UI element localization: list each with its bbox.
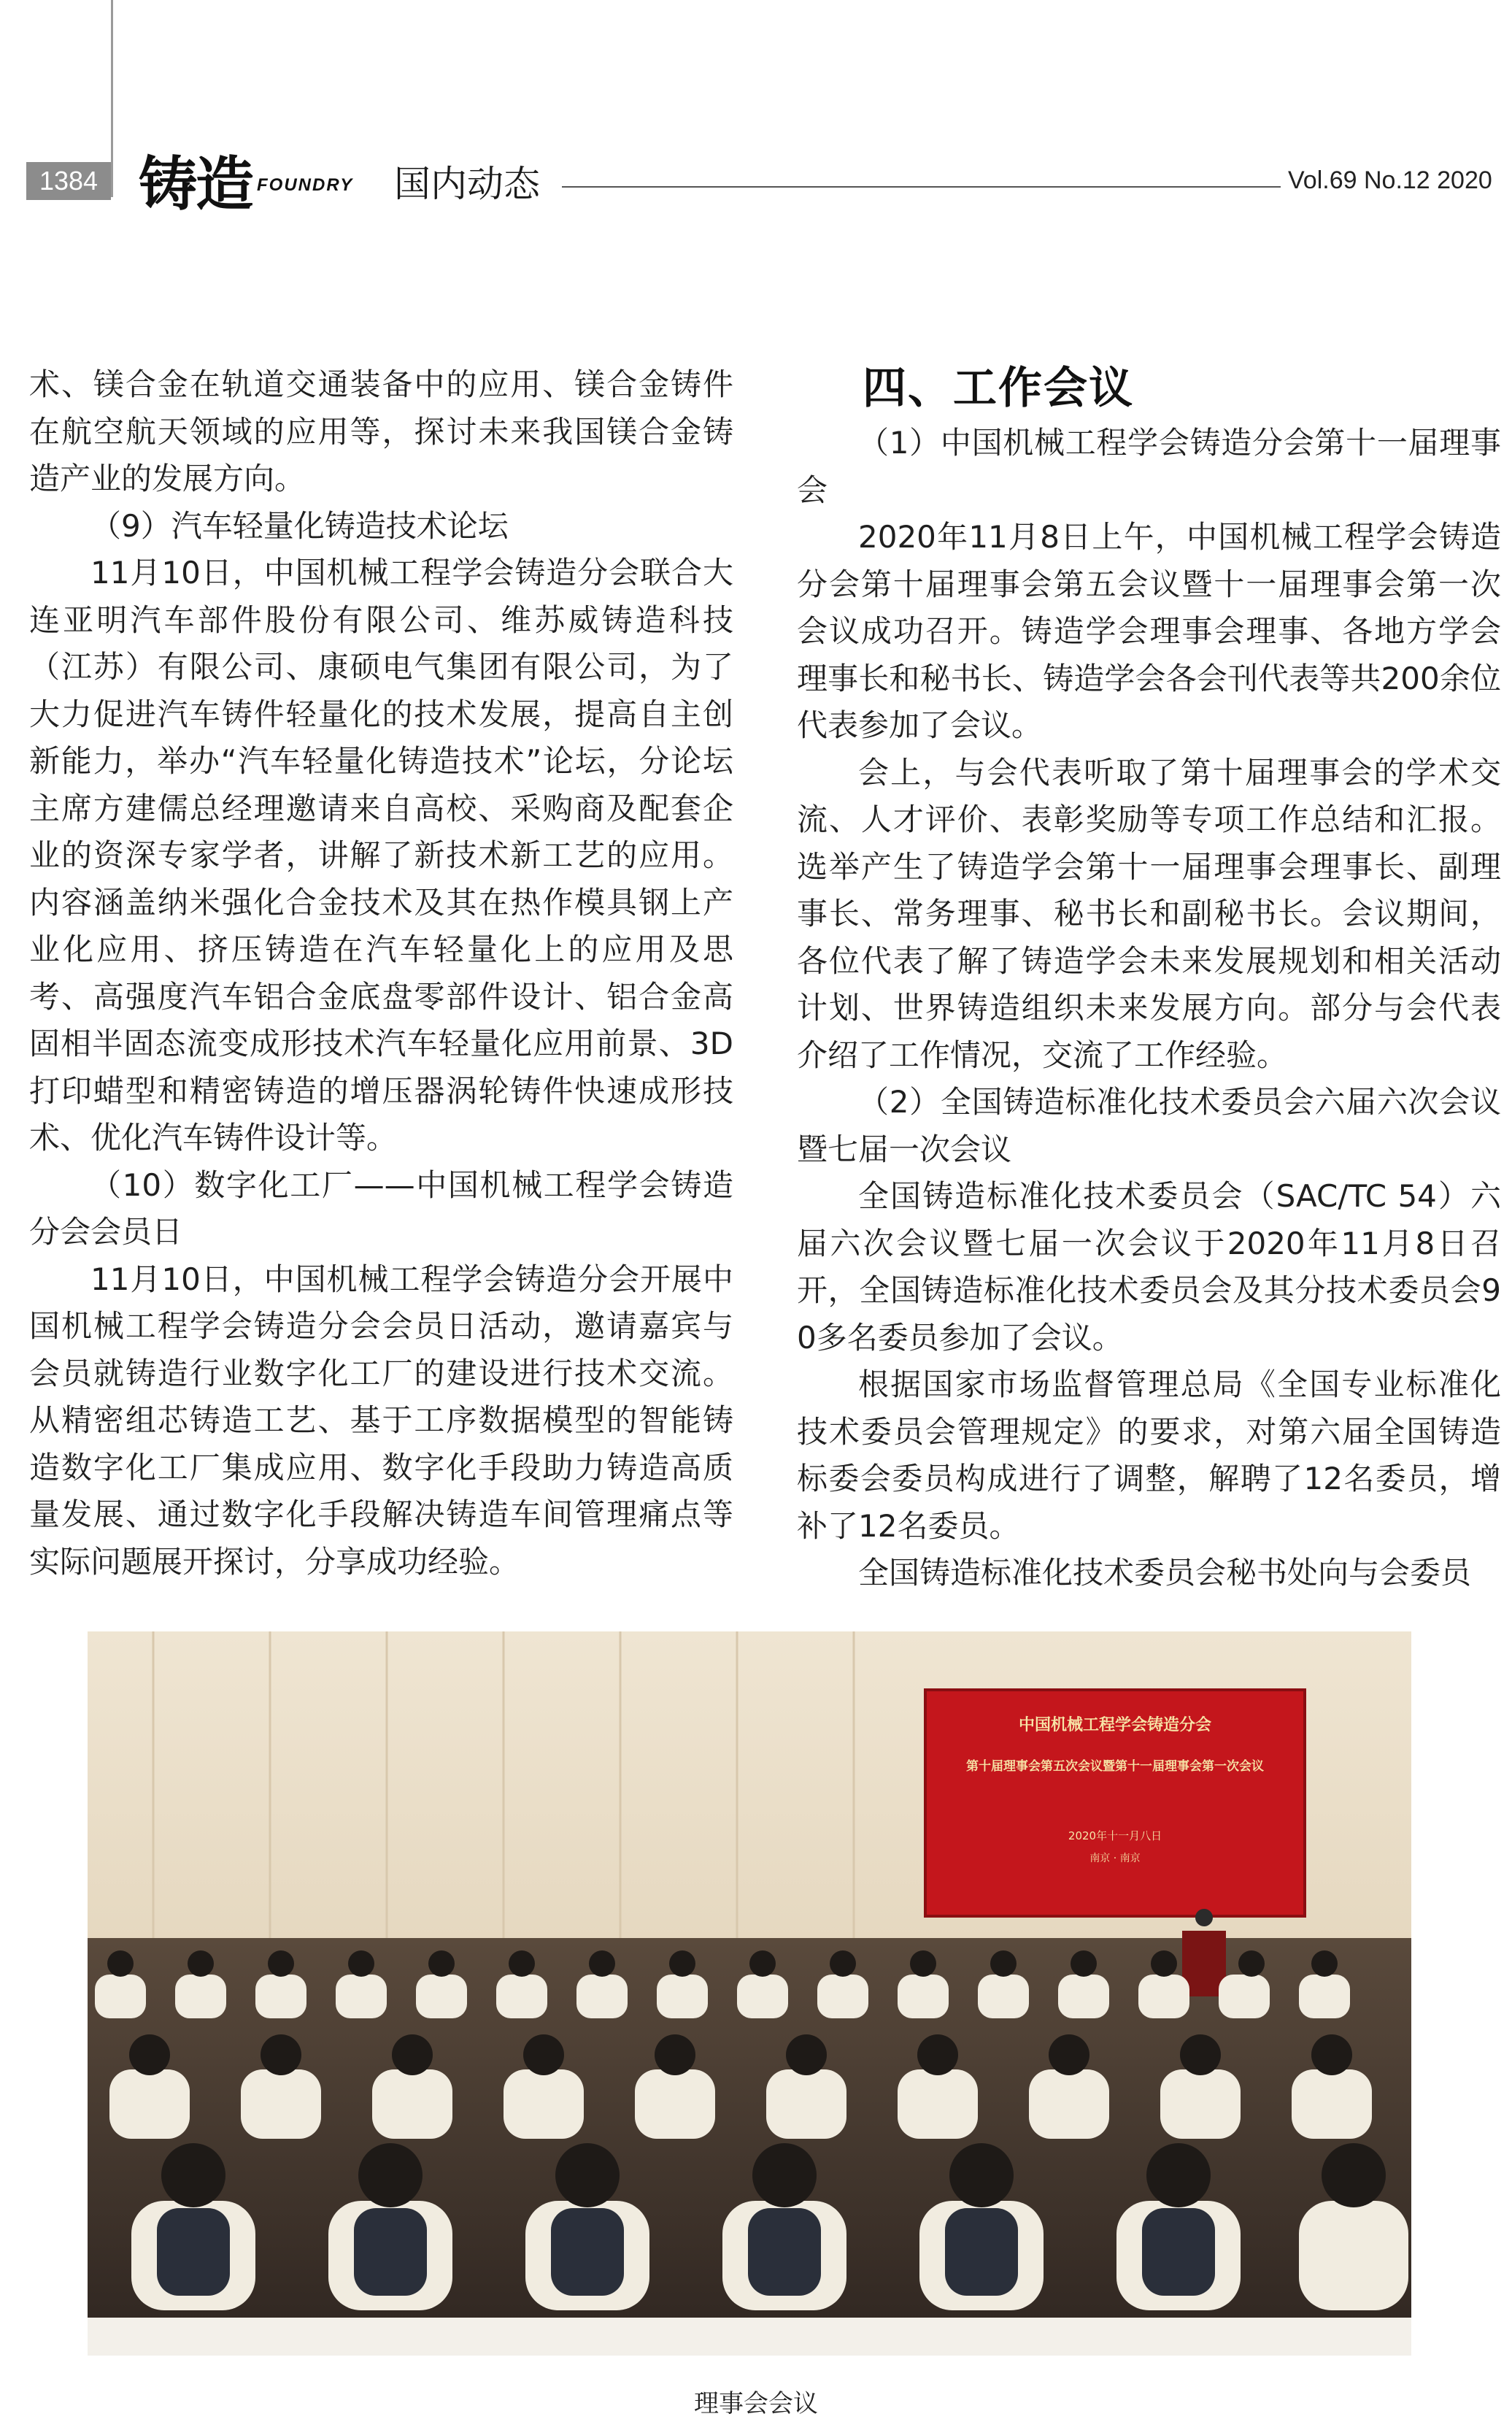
- screen-line-4: 南京 · 南京: [1089, 1853, 1141, 1864]
- paragraph: 会上，与会代表听取了第十届理事会的学术交流、人才评价、表彰奖励等专项工作总结和汇报。选举产生了铸造学会第十一届理事会理事长、副理事长、常务理事、秘书长和副秘书长。会议期间，各位代表了解了铸造学会未来发展规划和相关活动计划、世界铸造组织未来发展方向。部分与会代表介绍了工作情况，交流了工作经验。: [797, 754, 1501, 1073]
- right-column: [797, 361, 1501, 1597]
- header-rule: [562, 186, 1281, 188]
- section-heading: 四、工作会议: [863, 363, 1134, 414]
- paragraph: 2020年11月8日上午，中国机械工程学会铸造分会第十届理事会第五会议暨十一届理事会第一次会议成功召开。铸造学会理事会理事、各地方学会理事长和秘书长、铸造学会各会刊代表等共200余位代表参加了会议。: [797, 519, 1501, 743]
- screen-line-2: 第十届理事会第五次会议暨第十一届理事会第一次会议: [966, 1759, 1264, 1774]
- section-label: 国内动态: [394, 163, 540, 205]
- meeting-photo-illustration: [88, 1631, 1411, 2356]
- subsection-title: （1）中国机械工程学会铸造分会第十一届理事会: [797, 425, 1501, 508]
- journal-logo-english: FOUNDRY: [257, 175, 354, 195]
- subsection-title: （10）数字化工厂——中国机械工程学会铸造分会会员日: [29, 1166, 733, 1250]
- paragraph: 11月10日，中国机械工程学会铸造分会联合大连亚明汽车部件股份有限公司、维苏威铸造科技（江苏）有限公司、康硕电气集团有限公司，为了大力促进汽车铸件轻量化的技术发展，提高自主创新能力，举办“汽车轻量化铸造技术”论坛，分论坛主席方建儒总经理邀请来自高校、采购商及配套企业的资深专家学者，讲解了新技术新工艺的应用。内容涵盖纳米强化合金技术及其在热作模具钢上产业化应用、挤压铸造在汽车轻量化上的应用及思考、高强度汽车铝合金底盘零部件设计、铝合金高固相半固态流变成形技术汽车轻量化应用前景、3D打印蜡型和精密铸造的增压器涡轮铸件快速成形技术、优化汽车铸件设计等。: [29, 555, 733, 1156]
- paragraph: 术、镁合金在轨道交通装备中的应用、镁合金铸件在航空航天领域的应用等，探讨未来我国镁合金铸造产业的发展方向。: [29, 366, 733, 496]
- paragraph: 全国铸造标准化技术委员会秘书处向与会委员: [858, 1555, 1472, 1591]
- screen-line-1: 中国机械工程学会铸造分会: [1018, 1716, 1212, 1734]
- paragraph: 11月10日，中国机械工程学会铸造分会开展中国机械工程学会铸造分会会员日活动，邀请嘉宾与会员就铸造行业数字化工厂的建设进行技术交流。从精密组芯铸造工艺、基于工序数据模型的智能铸造数字化工厂集成应用、数字化手段助力铸造高质量发展、通过数字化手段解决铸造车间管理痛点等实际问题展开探讨，分享成功经验。: [29, 1261, 733, 1580]
- screen-line-3: 2020年十一月八日: [1068, 1829, 1162, 1842]
- left-column: [29, 361, 733, 1585]
- meeting-photo: [88, 1631, 1411, 2356]
- journal-logo: 铸造: [139, 150, 252, 218]
- page-number: 1384: [26, 162, 111, 200]
- paragraph: 根据国家市场监督管理总局《全国专业标准化技术委员会管理规定》的要求，对第六届全国铸造标委会委员构成进行了调整，解聘了12名委员，增补了12名委员。: [797, 1366, 1501, 1544]
- photo-caption: 理事会会议: [694, 2389, 818, 2418]
- subsection-title: （2）全国铸造标准化技术委员会六届六次会议暨七届一次会议: [797, 1084, 1501, 1167]
- subsection-title: （9）汽车轻量化铸造技术论坛: [90, 507, 509, 544]
- paragraph: 全国铸造标准化技术委员会（SAC/TC 54）六届六次会议暨七届一次会议于2020年11月8日召开，全国铸造标准化技术委员会及其分技术委员会90多名委员参加了会议。: [797, 1178, 1501, 1356]
- issue-info: Vol.69 No.12 2020: [1288, 166, 1492, 194]
- header-vertical-rule: [111, 0, 113, 197]
